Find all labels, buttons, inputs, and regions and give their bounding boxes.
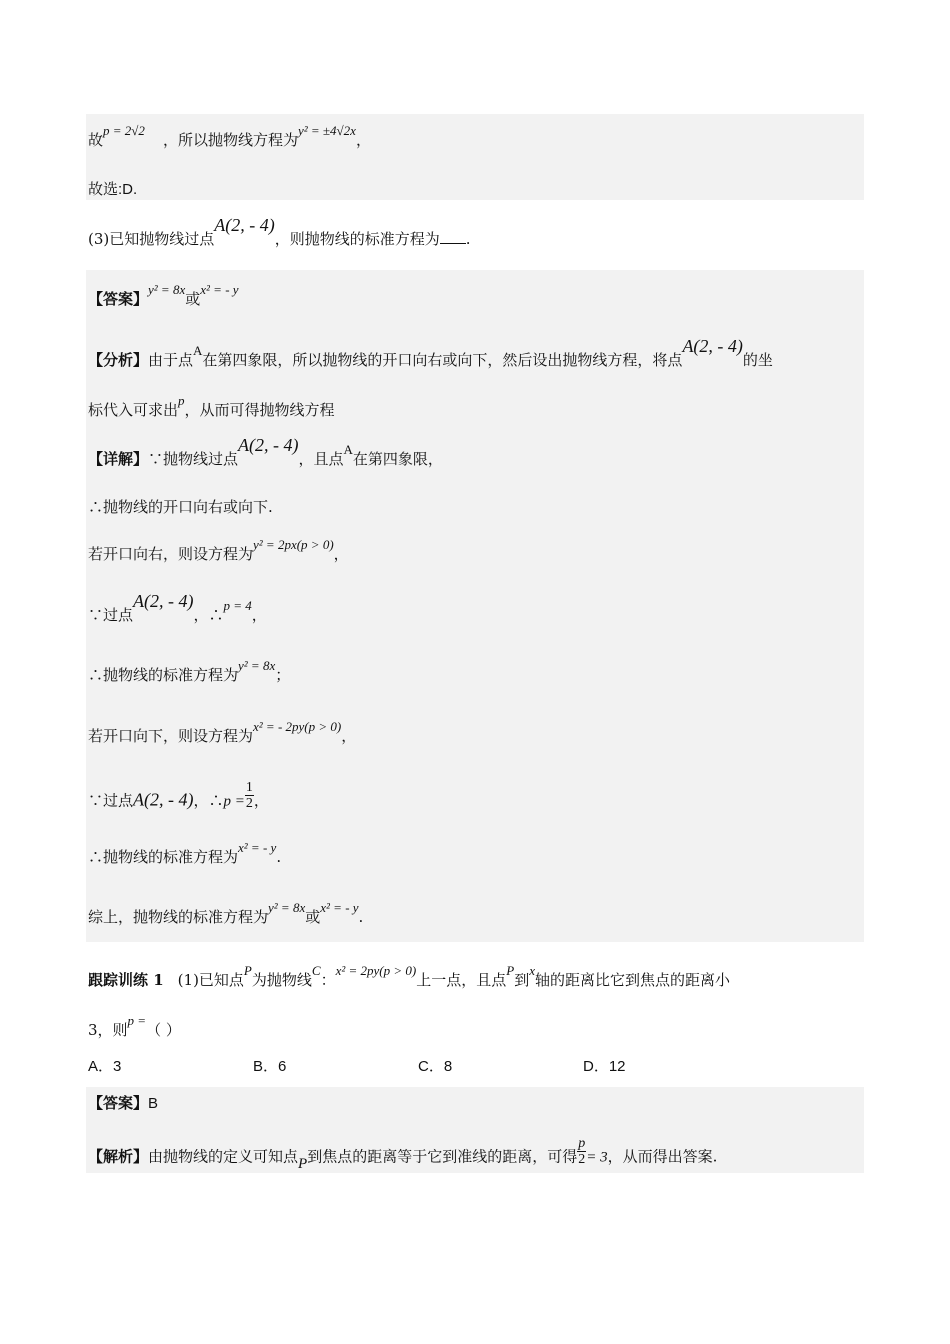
solution-line-1: 故p = 2√2，所以抛物线方程为y² = ±4√2x，	[88, 123, 371, 149]
point-a: A(2, - 4)	[214, 215, 275, 235]
detail-line-1: 【详解】∵抛物线过点A(2, - 4)，且点A在第四象限，	[88, 435, 443, 468]
analysis-3-line-2: 标代入可求出p，从而可得抛物线方程	[88, 393, 335, 419]
fraction-one-half: $\frac{1}{2}$	[245, 780, 253, 811]
detail-line-5: ∴抛物线的标准方程为y² = 8x；	[88, 658, 291, 684]
detail-line-7: ∵过点A(2, - 4)，∴p = $\frac{1}{2}$ ，	[88, 780, 269, 811]
answer-3: 【答案】y² = 8x或x² = - y	[88, 282, 239, 308]
analysis-3-line-1: 【分析】由于点A在第四象限，所以抛物线的开口向右或向下，然后设出抛物线方程，将点A(2, - 4)的坐	[88, 336, 773, 369]
fraction-p-over-2: $\frac{p}{2}$	[578, 1136, 586, 1167]
training-explanation: 【解析】由抛物线的定义可知点P到焦点的距离等于它到准线的距离，可得 $\frac{p}{2}$ = 3，从而得出答案.	[88, 1136, 718, 1172]
solution-block	[86, 114, 864, 200]
detail-line-8: ∴抛物线的标准方程为x² = - y.	[88, 840, 282, 866]
detail-line-4: ∵过点A(2, - 4)，∴p = 4，	[88, 591, 267, 624]
option-d[interactable]: D．12	[583, 1058, 626, 1075]
option-b[interactable]: B．6	[253, 1058, 287, 1075]
detail-line-9: 综上，抛物线的标准方程为y² = 8x或x² = - y.	[88, 900, 364, 926]
question-3: (3)已知抛物线过点A(2, - 4)，则抛物线的标准方程为 .	[88, 215, 471, 248]
detail-line-3: 若开口向右，则设方程为y² = 2px(p > 0)，	[88, 537, 349, 563]
training-answer: 【答案】B	[88, 1094, 159, 1112]
p-value: p = 2√2	[103, 123, 145, 138]
detail-line-2: ∴抛物线的开口向右或向下.	[88, 498, 273, 516]
parabola-equation: y² = ±4√2x	[297, 123, 356, 138]
training-question: 跟踪训练 1 (1)已知点P为抛物线C：x² = 2py(p > 0)上一点，且点P到x轴的距离比它到焦点的距离小	[88, 963, 730, 989]
answer-blank	[440, 229, 466, 244]
option-c[interactable]: C．8	[418, 1058, 453, 1075]
option-a[interactable]: A．3	[88, 1058, 122, 1075]
training-question-cont: 3，则p =（ ）	[88, 1013, 181, 1039]
detail-line-6: 若开口向下，则设方程为x² = - 2py(p > 0)，	[88, 719, 357, 745]
solution-line-2: 故选:D.	[88, 181, 138, 198]
